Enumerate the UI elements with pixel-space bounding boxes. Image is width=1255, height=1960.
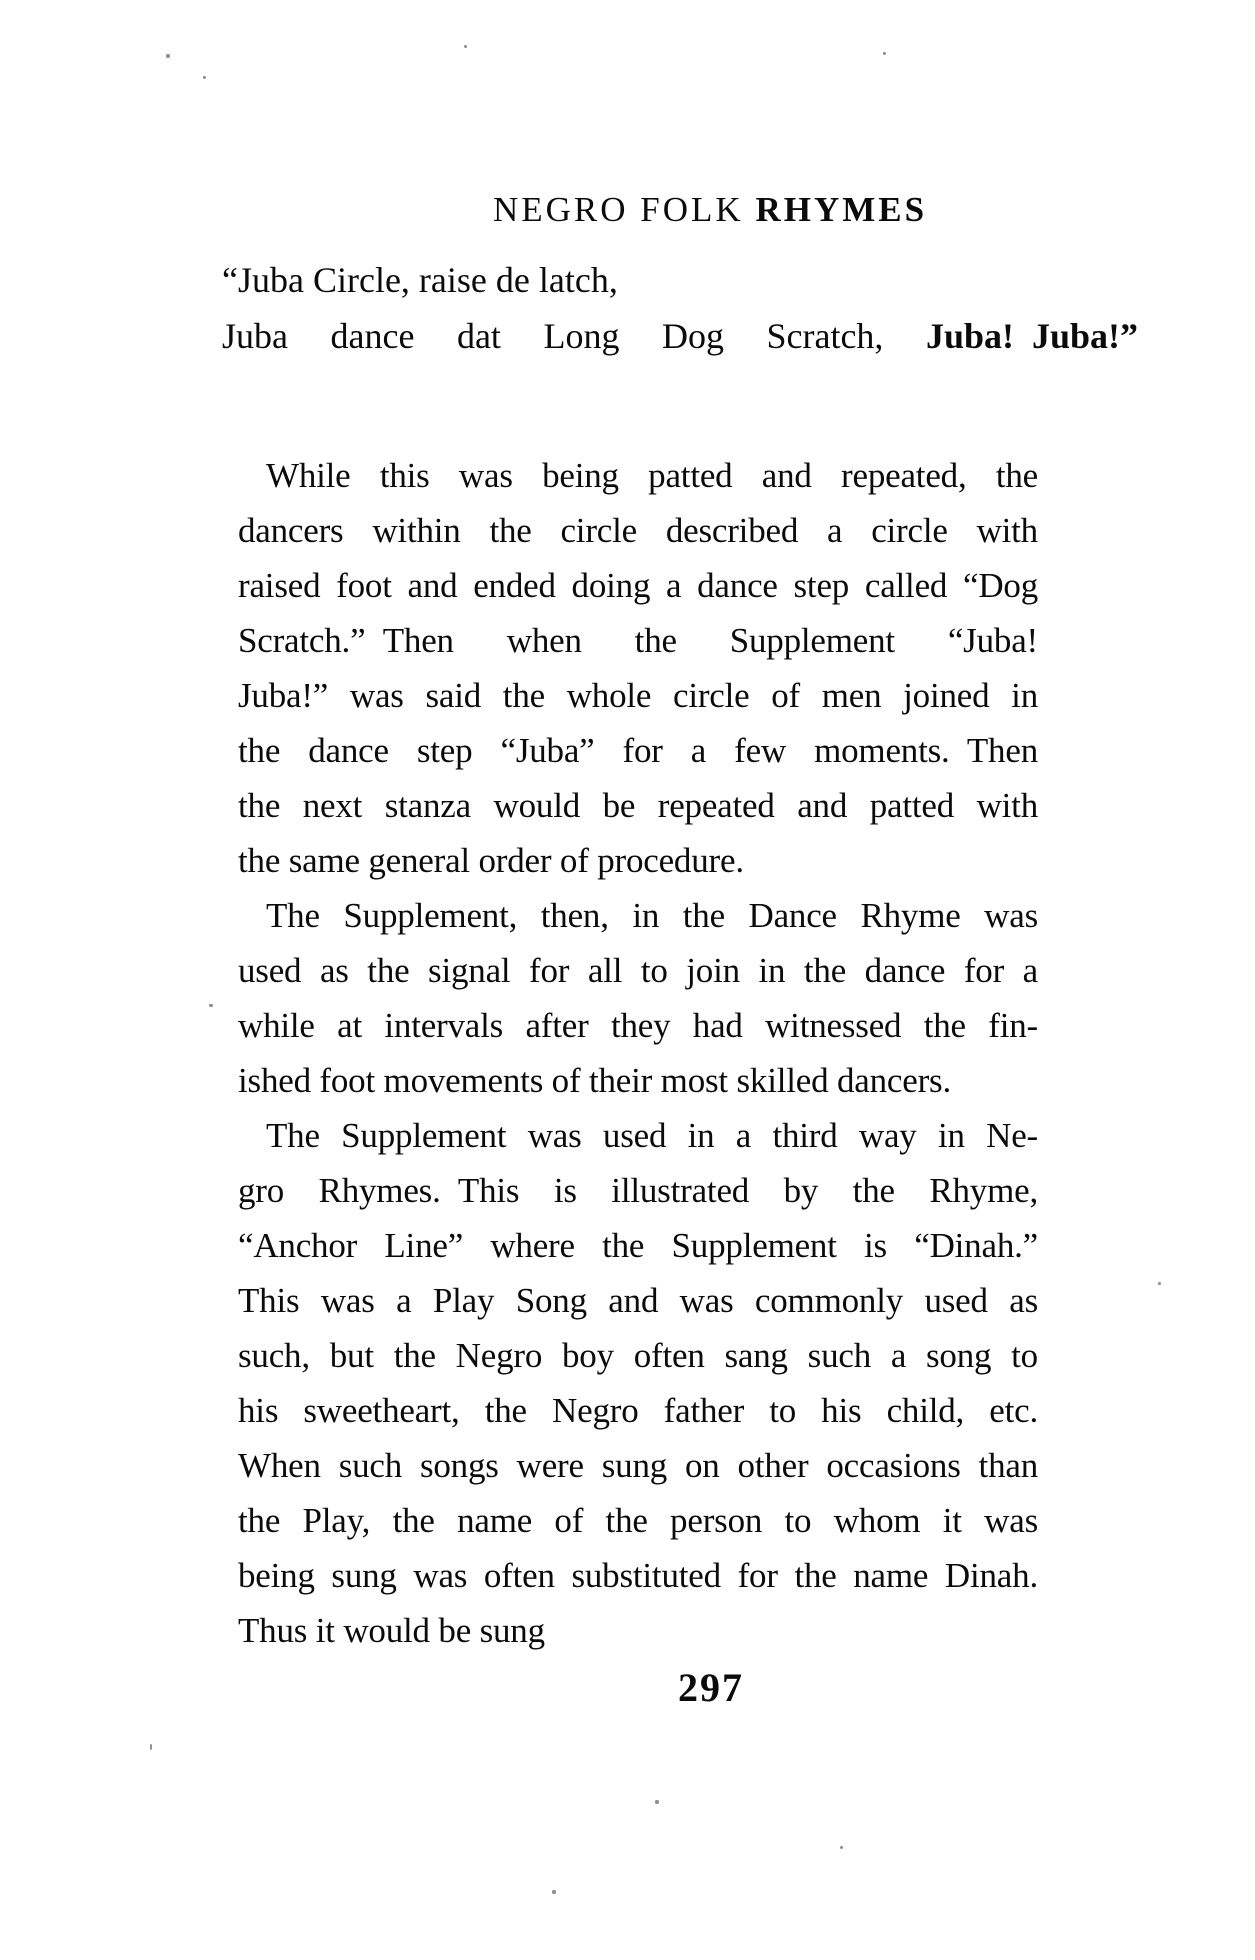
scan-speck	[1158, 1282, 1161, 1285]
scan-speck	[150, 1744, 152, 1750]
body-line: The Supplement was used in a third way in Ne-	[266, 1116, 1038, 1155]
body-text	[238, 448, 1038, 1658]
body-line: gro Rhymes. This is illustrated by the Rhyme,	[238, 1171, 1038, 1210]
body-line: Scratch.” Then when the Supplement “Juba!	[238, 621, 1038, 660]
rhyme-quote-line-2	[222, 308, 1138, 364]
body-line: raised foot and ended doing a dance step called “Dog	[238, 566, 1038, 605]
body-line: ished foot movements of their most skilled dancers.	[238, 1061, 951, 1100]
body-line: the Play, the name of the person to whom it was	[238, 1501, 1038, 1540]
body-line: When such songs were sung on other occasions than	[238, 1446, 1038, 1485]
body-line: The Supplement, then, in the Dance Rhyme was	[266, 896, 1038, 935]
running-head	[493, 190, 927, 230]
body-line: while at intervals after they had witnessed the fin-	[238, 1006, 1038, 1045]
scan-speck	[840, 1846, 843, 1849]
scan-speck	[655, 1800, 659, 1804]
body-line: Thus it would be sung	[238, 1611, 545, 1650]
body-line: dancers within the circle described a circle with	[238, 511, 1038, 550]
scan-speck	[464, 45, 467, 48]
rhyme-quote-line-1: “Juba Circle, raise de latch,	[222, 260, 618, 300]
body-line: the dance step “Juba” for a few moments. Then	[238, 731, 1038, 770]
body-line: “Anchor Line” where the Supplement is “Dinah.”	[238, 1226, 1038, 1265]
body-line: Juba!” was said the whole circle of men joined in	[238, 676, 1038, 715]
rhyme-quote-line-2-text: Juba dance dat Long Dog Scratch,	[222, 316, 926, 356]
body-line: being sung was often substituted for the name Dinah.	[238, 1556, 1038, 1595]
body-line: the same general order of procedure.	[238, 841, 744, 880]
body-line: This was a Play Song and was commonly used as	[238, 1281, 1038, 1320]
scan-speck	[166, 54, 170, 58]
body-line: his sweetheart, the Negro father to his child, etc.	[238, 1391, 1038, 1430]
rhyme-quote-supplement: Juba! Juba!”	[925, 316, 1138, 356]
body-line: While this was being patted and repeated, the	[266, 456, 1038, 495]
scan-speck	[552, 1890, 556, 1894]
scan-speck	[209, 1004, 213, 1007]
body-line: the next stanza would be repeated and patted with	[238, 786, 1038, 825]
rhyme-quote	[222, 252, 1138, 364]
body-line: used as the signal for all to join in the dance for a	[238, 951, 1038, 990]
page-number: 297	[678, 1665, 744, 1710]
body-line: such, but the Negro boy often sang such a song to	[238, 1336, 1038, 1375]
running-head-title: NEGRO FOLK	[493, 190, 756, 229]
scan-speck	[203, 76, 206, 79]
scan-speck	[883, 52, 886, 55]
running-head-title-emph: RHYMES	[755, 190, 928, 229]
